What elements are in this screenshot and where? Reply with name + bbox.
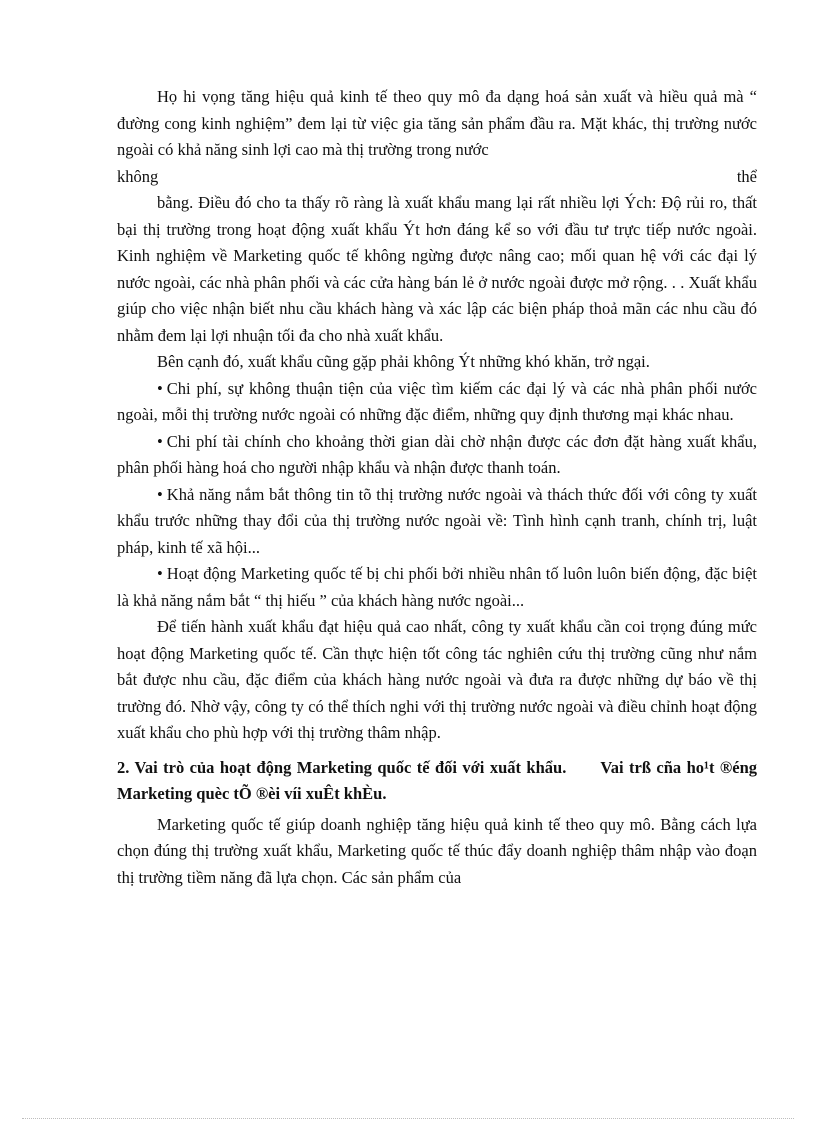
word-khong: không xyxy=(117,166,159,186)
bullet-icon: • xyxy=(157,431,163,451)
word-the: thể xyxy=(736,166,757,186)
section-heading-text: 2. Vai trò của hoạt động Marketing quốc tế đối với xuất khẩu. xyxy=(117,757,567,777)
bullet-1-text: Chi phí, sự không thuận tiện của việc tìm kiếm các đại lý và các nhà phân phối nước ngoài, mỗi thị trường nước ngoài có những đặc điểm, những quy định thương mại khác nhau. xyxy=(117,378,757,424)
document-page xyxy=(117,84,757,891)
bullet-4 xyxy=(117,561,757,614)
paragraph-4: Để tiến hành xuất khẩu đạt hiệu quả cao nhất, công ty xuất khẩu cần coi trọng đúng mức hoạt động Marketing quốc tế. Cần thực hiện tốt công tác nghiên cứu thị trường cũng như nắm bắt được nhu cầu, đặc điểm của khách hàng nước ngoài và đưa ra được những dự báo về thị trường đó. Nhờ vậy, công ty có thể thích nghi với thị trường nước ngoài và điều chỉnh hoạt động xuất khẩu cho phù hợp với thị trường thâm nhập. xyxy=(117,617,757,742)
bullet-2-text: Chi phí tài chính cho khoảng thời gian dài chờ nhận được các đơn đặt hàng xuất khẩu, phân phối hàng hoá cho người nhập khẩu và nhận được thanh toán. xyxy=(117,431,757,477)
paragraph-1: Họ hi vọng tăng hiệu quả kinh tế theo quy mô đa dạng hoá sản xuất và hiều quả mà “ đường cong kinh nghiệm” đem lại từ việc gia tăng sản phẩm đầu ra. Mặt khác, thị trường nước ngoài có khả năng sinh lợi cao mà thị trường trong nước xyxy=(117,87,757,159)
bullet-1 xyxy=(117,376,757,429)
section-heading-garbled: Vai trß cña ho¹t ®éng Marketing quèc tÕ ®èi víi xuÊt khÈu. xyxy=(117,757,757,803)
bullet-icon: • xyxy=(157,484,163,504)
bullet-icon: • xyxy=(157,564,163,583)
paragraph-1-last-line xyxy=(117,164,757,191)
page-bottom-divider xyxy=(22,1118,794,1119)
bullet-3 xyxy=(117,482,757,562)
paragraph-2: bằng. Điều đó cho ta thấy rõ ràng là xuất khẩu mang lại rất nhiều lợi Ých: Độ rủi ro, thất bại thị trường trong hoạt động xuất khẩu Ýt hơn đáng kể so với đầu tư trực tiếp nước ngoài. Kinh nghiệm về Marketing quốc tế không ngừng được nâng cao; mối quan hệ với các đại lý nước ngoài, các nhà phân phối và các cửa hàng bán lẻ ở nước ngoài được mở rộng. . . Xuất khẩu giúp cho việc nhận biết nhu cầu khách hàng và xác lập các biện pháp thoả mãn các nhu cầu đó nhằm đem lại lợi nhuận tối đa cho nhà xuất khẩu. xyxy=(117,193,757,345)
section-heading xyxy=(117,755,757,808)
bullet-icon: • xyxy=(157,378,163,398)
bullet-2 xyxy=(117,429,757,482)
bullet-3-text: Khả năng nắm bắt thông tin tõ thị trường nước ngoài và thách thức đối với công ty xuất khẩu trước những thay đổi của thị trường nước ngoài về: Tình hình cạnh tranh, chính trị, luật pháp, kinh tế xã hội... xyxy=(117,484,757,557)
bullet-4-text: Hoạt động Marketing quốc tế bị chi phối bởi nhiều nhân tố luôn luôn biến động, đặc biệt là khả năng nắm bắt “ thị hiếu ” của khách hàng nước ngoài... xyxy=(117,564,757,610)
paragraph-5: Marketing quốc tế giúp doanh nghiệp tăng hiệu quả kinh tế theo quy mô. Bằng cách lựa chọn đúng thị trường xuất khẩu, Marketing quốc tế thúc đẩy doanh nghiệp thâm nhập vào đoạn thị trường tiềm năng đã lựa chọn. Các sản phẩm của xyxy=(117,814,757,887)
paragraph-3: Bên cạnh đó, xuất khẩu cũng gặp phải không Ýt những khó khăn, trở ngại. xyxy=(157,352,650,371)
